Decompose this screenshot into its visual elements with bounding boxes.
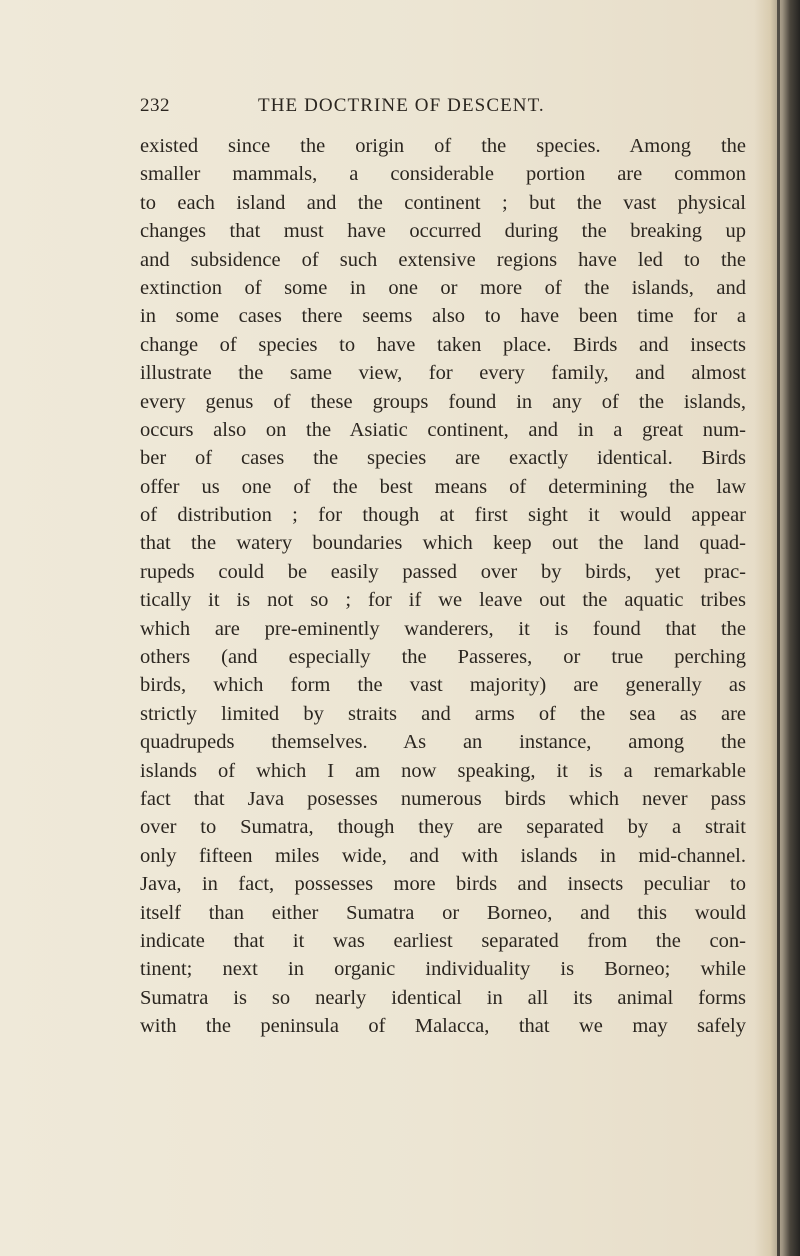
text-line: of distribution ; for though at first sight it would appear	[140, 504, 746, 527]
text-line: tically it is not so ; for if we leave out the aquatic tribes	[140, 589, 746, 612]
text-line: Sumatra is so nearly identical in all its animal forms	[140, 986, 746, 1009]
text-line: over to Sumatra, though they are separated by a strait	[140, 816, 746, 839]
text-line: strictly limited by straits and arms of the sea as are	[140, 702, 746, 725]
text-line: that the watery boundaries which keep out the land quad-	[140, 532, 746, 555]
running-head: THE DOCTRINE OF DESCENT.	[258, 95, 545, 116]
text-line: change of species to have taken place. Birds and insects	[140, 333, 746, 356]
text-line: indicate that it was earliest separated from the con-	[140, 929, 746, 952]
text-line: itself than either Sumatra or Borneo, and this would	[140, 901, 746, 924]
text-line: existed since the origin of the species. Among the	[140, 135, 746, 157]
text-line: with the peninsula of Malacca, that we may safely	[140, 1015, 746, 1038]
page-header	[140, 94, 760, 122]
text-line: fact that Java posesses numerous birds which never pass	[140, 787, 746, 810]
text-line: birds, which form the vast majority) are generally as	[140, 674, 746, 697]
text-line: islands of which I am now speaking, it is a remarkable	[140, 759, 746, 782]
text-line: occurs also on the Asiatic continent, and in a great num-	[140, 418, 746, 441]
text-line: others (and especially the Passeres, or true perching	[140, 646, 746, 669]
text-line: rupeds could be easily passed over by birds, yet prac-	[140, 560, 746, 583]
text-line: every genus of these groups found in any of the islands,	[140, 390, 746, 413]
text-line: which are pre-eminently wanderers, it is found that the	[140, 617, 746, 640]
text-line: changes that must have occurred during the breaking up	[140, 220, 746, 243]
text-line: tinent; next in organic individuality is Borneo; while	[140, 958, 746, 981]
page-number: 232	[140, 95, 170, 116]
text-line: to each island and the continent ; but the vast physical	[140, 191, 746, 214]
binding-shadow	[777, 0, 780, 1256]
text-line: and subsidence of such extensive regions have led to the	[140, 248, 746, 271]
text-line: offer us one of the best means of determining the law	[140, 475, 746, 498]
text-line: smaller mammals, a considerable portion are common	[140, 163, 746, 186]
text-line: Java, in fact, possesses more birds and insects peculiar to	[140, 873, 746, 896]
text-line: in some cases there seems also to have been time for a	[140, 305, 746, 328]
text-line: only fifteen miles wide, and with islands in mid-channel.	[140, 844, 746, 867]
text-line: illustrate the same view, for every family, and almost	[140, 362, 746, 385]
body-paragraph	[140, 132, 746, 1041]
text-line: extinction of some in one or more of the islands, and	[140, 276, 746, 299]
text-line: ber of cases the species are exactly identical. Birds	[140, 447, 746, 470]
text-line: quadrupeds themselves. As an instance, among the	[140, 731, 746, 754]
